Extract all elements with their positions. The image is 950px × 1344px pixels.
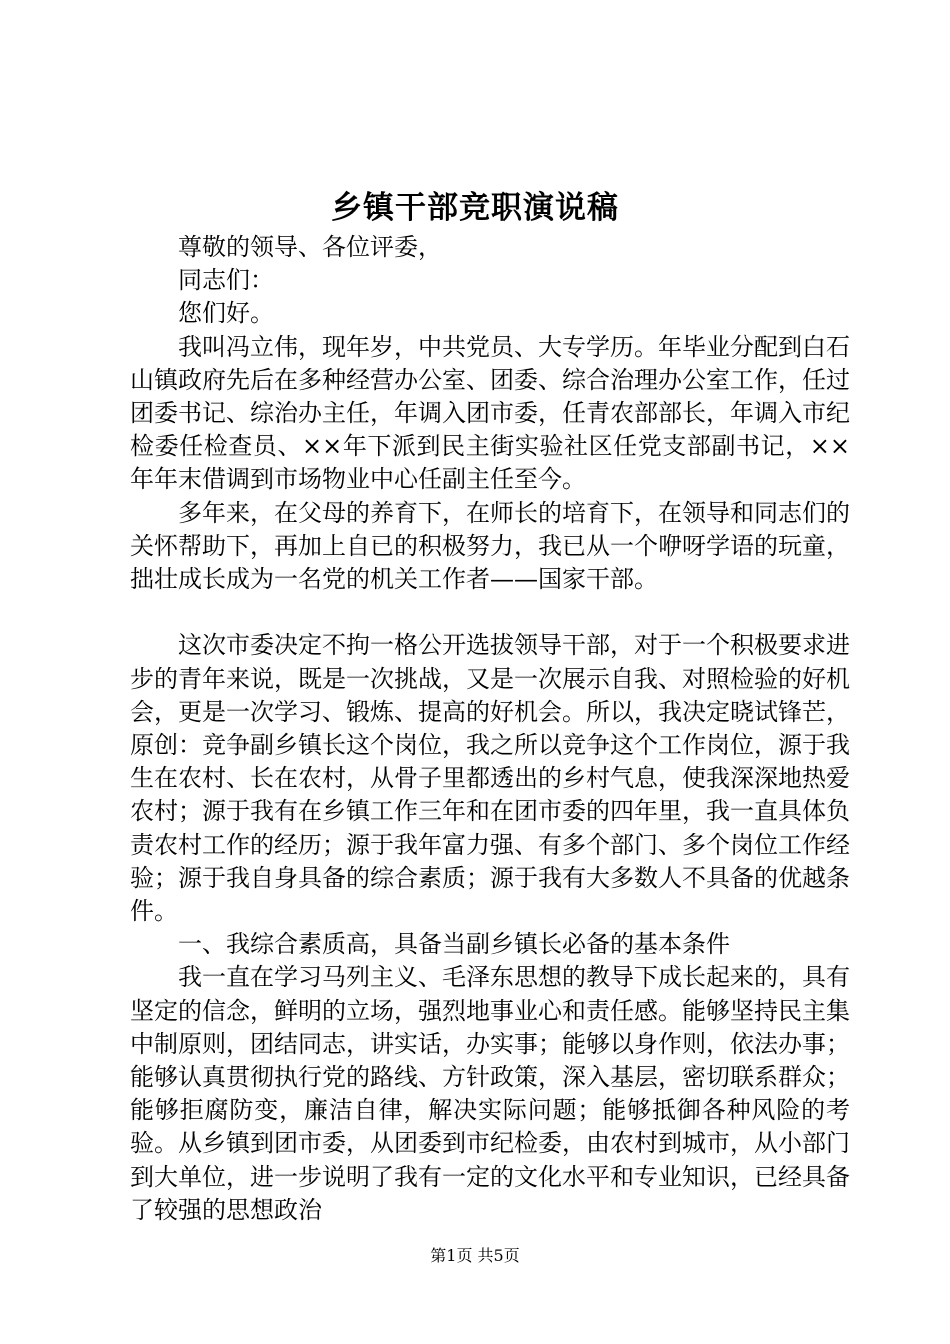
- body-paragraph: 我一直在学习马列主义、毛泽东思想的教导下成长起来的，具有坚定的信念，鲜明的立场，强烈地事业心和责任感。能够坚持民主集中制原则，团结同志，讲实话，办实事；能够以身作则，依法办事；能够认真贯彻执行党的路线、方针政策，深入基层，密切联系群众；能够拒腐防变，廉洁自律，解决实际问题；能够抵御各种风险的考验。从乡镇到团市委，从团委到市纪检委，由农村到城市，从小部门到大单位，进一步说明了我有一定的文化水平和专业知识，已经具备了较强的思想政治: [130, 963, 850, 1224]
- page-footer: 第1页 共5页: [430, 1246, 520, 1265]
- body-paragraph: 多年来，在父母的养育下，在师长的培育下，在领导和同志们的关怀帮助下，再加上自已的积极努力，我已从一个咿呀学语的玩童，拙壮成长成为一名党的机关工作者——国家干部。: [130, 498, 850, 594]
- body-paragraph: 我叫冯立伟，现年岁，中共党员、大专学历。年毕业分配到白石山镇政府先后在多种经营办公室、团委、综合治理办公室工作，任过团委书记、综治办主任，年调入团市委，任青农部部长，年调入市纪检委任检查员、××年下派到民主街实验社区任党支部副书记，××年年末借调到市场物业中心任副主任至今。: [130, 332, 850, 494]
- section-heading: 一、我综合素质高，具备当副乡镇长必备的基本条件: [178, 930, 730, 959]
- paragraph-spacer: [130, 596, 850, 629]
- salutation-line: 同志们：: [178, 266, 274, 295]
- greeting-line: 您们好。: [178, 299, 274, 328]
- body-paragraph: 这次市委决定不拘一格公开选拔领导干部，对于一个积极要求进步的青年来说，既是一次挑战，又是一次展示自我、对照检验的好机会，更是一次学习、锻炼、提高的好机会。所以，我决定晓试锋芒，原创：竞争副乡镇长这个岗位，我之所以竞争这个工作岗位，源于我生在农村、长在农村，从骨子里都透出的乡村气息，使我深深地热爱农村；源于我有在乡镇工作三年和在团市委的四年里，我一直具体负责农村工作的经历；源于我年富力强、有多个部门、多个岗位工作经验；源于我自身具备的综合素质；源于我有大多数人不具备的优越条件。: [130, 631, 850, 926]
- document-title: 乡镇干部竞职演说稿: [331, 190, 619, 226]
- salutation-line: 尊敬的领导、各位评委，: [178, 233, 442, 261]
- document-body: [130, 231, 850, 1227]
